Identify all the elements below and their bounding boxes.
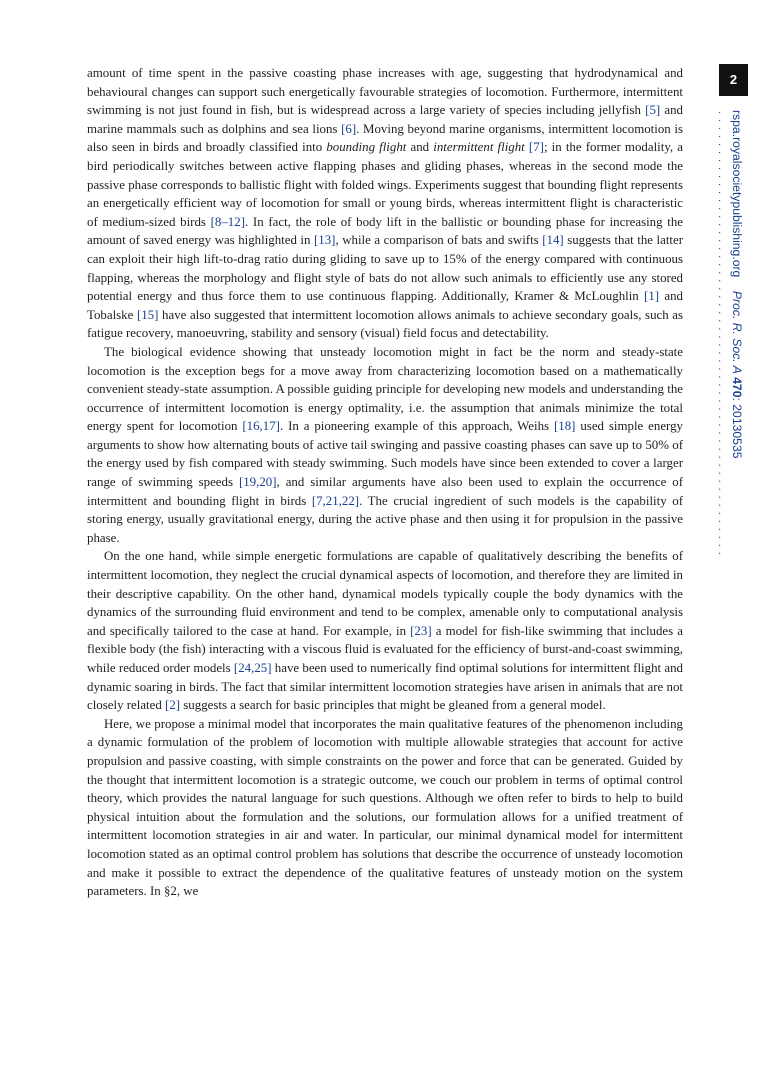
citation-link[interactable]: [5] — [645, 103, 661, 118]
citation-link[interactable]: [1] — [644, 289, 660, 304]
text-run: ; in the former modality, a bird periodically switches between active flapping phases and gliding phases, whereas in the second mode the passive phase corresponds to ballistic flight with folded wings. Experiments suggest that bounding flight represents an energetically efficient way of locomotion for small or young birds, whereas intermittent flight is characteristic of medium-sized birds — [87, 140, 684, 229]
citation-link[interactable]: [24,25] — [233, 661, 272, 675]
citation-link[interactable]: [8–12] — [210, 214, 245, 229]
text-run: and — [406, 140, 434, 155]
text-run: . Moving beyond marine organisms, intermittent locomotion is also seen in birds and broadly classified into — [87, 121, 683, 155]
citation-link[interactable]: [7] — [528, 140, 544, 155]
text-run: The biological evidence showing that unsteady locomotion might in fact be the norm and steady-state locomotion is the exception begs for a move away from characterizing locomotion based on a mathematically convenient steady-state assumption. A possible guiding principle for developing new models and understanding the occurrence of intermittent locomotion is energy optimality, i.e. the assumption that animals minimize the total energy spent for locomotion — [87, 344, 683, 434]
citation-link[interactable]: [2] — [165, 698, 181, 713]
text-run: have also suggested that intermittent locomotion allows animals to achieve secondary goals, such as fatigue recovery, manoeuvring, stability and sensory (visual) field focus and detectability. — [87, 307, 684, 341]
paragraph — [87, 343, 683, 548]
text-run: suggests that the latter can exploit their high lift-to-drag ratio during gliding to save up to 15% of the energy compared with continuous flapping, whereas the morphology and flight style of bats do not allow such animals to efficiently use any stored potential energy and thus force them to use continuous flapping. Additionally, Kramer & McLoughlin — [87, 233, 684, 304]
text-run: used simple energy arguments to show how alternating bouts of active tail swinging and passive coasting phases can save up to 50% of the energy used by fish compared with steady swimming. Such models have since been extended to cover a larger range of swimming speeds — [87, 419, 683, 490]
journal-name: Proc. R. Soc. A — [730, 290, 744, 374]
text-run: amount of time spent in the passive coasting phase increases with age, suggesting that hydrodynamical and behavioural changes can support such energetically favourable strategies of locomotion. Furthermore, intermittent swimming is not just found in fish, but is widespread across a large variety of species including jellyfish — [87, 66, 683, 118]
paragraph — [87, 547, 683, 714]
text-run: , while a comparison of bats and swifts — [335, 233, 543, 248]
italic-term: intermittent flight — [433, 140, 525, 155]
side-running-header — [717, 110, 744, 559]
text-run: , and similar arguments have also been used to explain the occurrence of intermittent and bounding flight in birds — [87, 475, 683, 508]
citation-link[interactable]: [6] — [341, 121, 357, 136]
article-number: : 20130535 — [730, 397, 744, 459]
paragraph — [87, 715, 683, 901]
citation-link[interactable]: [16,17] — [242, 419, 280, 434]
citation-link[interactable]: [13] — [313, 233, 336, 248]
text-run: have been used to numerically find optimal solutions for intermittent flight and dynamic soaring in birds. The fact that similar intermittent locomotion strategies have arisen in animals that are not closely related — [87, 661, 683, 713]
side-citation — [730, 110, 744, 459]
text-run: . In a pioneering example of this approach, Weihs — [279, 419, 554, 434]
journal-site-link[interactable]: rspa.royalsocietypublishing.org — [730, 110, 744, 278]
citation-link[interactable]: [18] — [553, 419, 576, 434]
text-run: and Tobalske — [87, 289, 683, 322]
text-run: On the one hand, while simple energetic formulations are capable of qualitatively describing the benefits of intermittent locomotion, they neglect the crucial dynamical aspects of locomotion, and therefore they are limited in their descriptive capability. On the other hand, dynamical models typically couple the body dynamics with the dynamics of the surrounding fluid environment and tend to be complex, amenable only to computational analysis and specifically tailored to the case at hand. For example, in — [87, 549, 683, 638]
article-body — [87, 64, 683, 901]
citation-link[interactable]: [7,21,22] — [311, 493, 360, 508]
page-number-badge — [719, 64, 748, 96]
citation-link[interactable]: [19,20] — [238, 475, 277, 490]
text-run: and marine mammals such as dolphins and sea lions — [87, 103, 683, 136]
side-dotted-rule: ........................................................ — [717, 110, 726, 559]
citation-link[interactable]: [23] — [410, 623, 432, 638]
paragraph — [87, 64, 683, 343]
citation-link[interactable]: [14] — [542, 233, 564, 248]
volume-number: 470 — [730, 377, 744, 398]
text-run: . In fact, the role of body lift in the ballistic or bounding phase for increasing the amount of saved energy was highlighted in — [87, 214, 683, 248]
text-run: a model for fish-like swimming that includes a flexible body (the fish) interacting with a viscous fluid is evaluated for the efficiency of burst-and-coast swimming, while reduced order models — [87, 623, 684, 675]
italic-term: bounding flight — [326, 140, 407, 155]
text-run: suggests a search for basic principles that might be gleaned from a general model. — [180, 698, 606, 713]
text-run: Here, we propose a minimal model that incorporates the main qualitative features of the phenomenon including a dynamic formulation of the problem of locomotion with multiple allowable strategies that account for active propulsion and passive coasting, with simple constraints on the power and force that can be generated. Guided by the thought that intermittent locomotion is a strategic outcome, we couch our problem in terms of optimal control theory, which provides the natural language for such questions. Although we often refer to birds to help to build physical intuition about the formulation and the solutions, our formulation allows for a unified treatment of intermittent locomotion strategies in air and water. In particular, our minimal dynamical model for intermittent locomotion stated as an optimal control problem has solutions that describe the occurrence of unsteady locomotion and make it possible to extract the dependence of the qualitative features of unsteady motion on the system parameters. In §2, we — [87, 716, 683, 899]
text-run: . The crucial ingredient of such models is the capability of storing energy, usually gravitational energy, during the active phase and then using it for propulsion in the passive phase. — [87, 493, 683, 545]
citation-link[interactable]: [15] — [136, 307, 159, 322]
page-number: 2 — [729, 72, 738, 87]
